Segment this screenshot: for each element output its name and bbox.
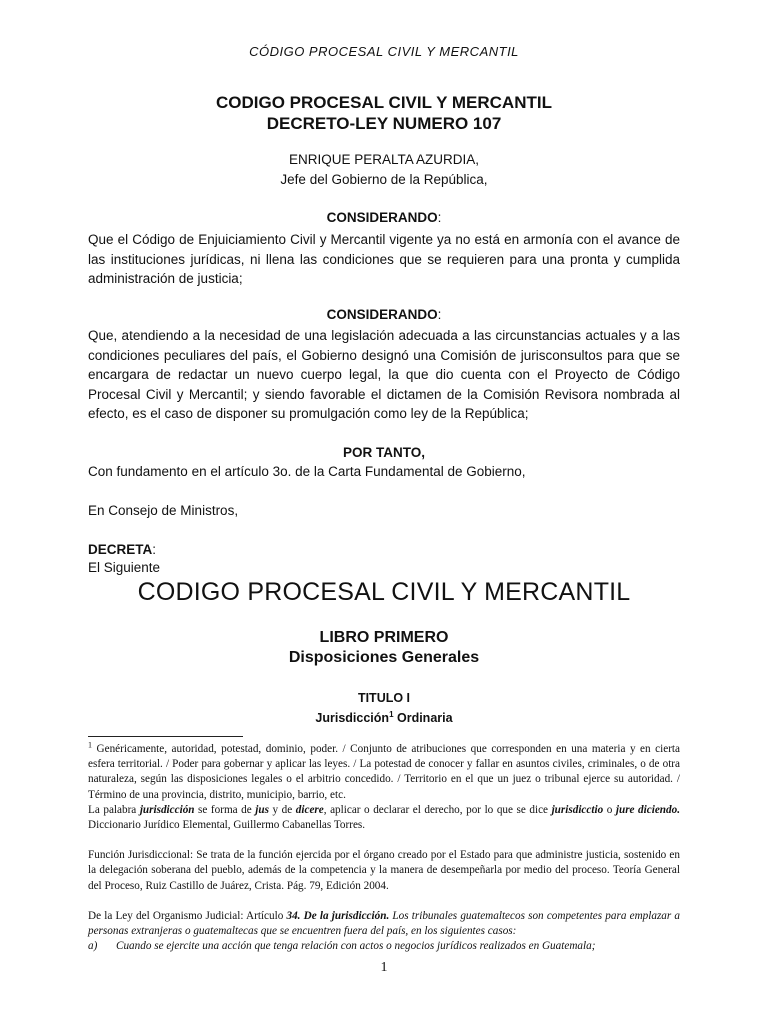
term-jurisdiccion: jurisdicción (139, 803, 195, 816)
footnote-1-text: Genéricamente, autoridad, potestad, dominio, poder. / Conjunto de atribuciones que corresponden en una materia y en cierta esfera territorial. / Poder para gobernar y aplicar las leyes. / La potestad de conocer y fallar en asuntos civiles, criminales, o de otra naturaleza, según las disposiciones legales o el arbitrio concedido. / Territorio en el que un juez o tribunal ejerce su autoridad. / Término de una provincia, distrito, municipio, barrio, etc. (88, 743, 680, 801)
footnote-1-marker: 1 (88, 740, 92, 750)
considerando-1-label: CONSIDERANDO (326, 210, 438, 225)
issuer-role: Jefe del Gobierno de la República, (280, 172, 488, 187)
etymology-text-5: o (603, 803, 616, 816)
consejo-text: En Consejo de Ministros, (88, 503, 239, 518)
considerando-2-colon: : (437, 307, 442, 322)
libro-heading (88, 628, 680, 668)
libro-line-1: LIBRO PRIMERO (319, 629, 449, 646)
document-page (88, 0, 680, 1024)
considerando-1-text: Que el Código de Enjuiciamiento Civil y Mercantil vigente ya no está en armonía con el avance de las instituciones jurídicas, ni llena las condiciones que se requieren para una pronta y cumplida administración de justicia; (88, 232, 680, 286)
footnote-reference[interactable]: 1 (389, 709, 394, 719)
footnote-etymology (88, 803, 680, 833)
decreta-colon: : (152, 542, 157, 557)
decreta-text: El Siguiente (88, 560, 161, 575)
etymology-text-4: , aplicar o declarar el derecho, por lo que se dice (323, 803, 552, 816)
footnote-funcion: Función Jurisdiccional: Se trata de la función ejercida por el órgano creado por el Estado para que administre justicia, sostenido en la delegación soberana del pueblo, además de la competencia y la manera de desempeñarla por medio del proceso. Teoría General del Proceso, Ruiz Castillo de Juárez, Crista. Pág. 79, Edición 2004. (88, 849, 680, 892)
footnotes (88, 742, 680, 954)
footnote-ley (88, 909, 680, 939)
decreta-heading (88, 540, 680, 560)
item-a-label: a) (88, 940, 98, 953)
footnote-separator (88, 736, 243, 737)
titulo-word-ordinaria: Ordinaria (393, 711, 453, 725)
term-jure-diciendo: jure diciendo. (615, 803, 681, 816)
etymology-text-1: La palabra (88, 803, 140, 816)
titulo-line-1: TITULO I (357, 691, 411, 705)
item-a-text: Cuando se ejercite una acción que tenga relación con actos o negocios jurídicos realizados en Guatemala; (116, 940, 596, 953)
etymology-text-2: se forma de (194, 803, 256, 816)
ley-article-title: 34. De la jurisdicción. (286, 909, 390, 922)
title-line-1: CODIGO PROCESAL CIVIL Y MERCANTIL (216, 93, 552, 112)
considerando-2-text: Que, atendiendo a la necesidad de una legislación adecuada a las circunstancias actuales y a las condiciones peculiares del país, el Gobierno designó una Comisión de jurisconsultos para que se encargara de redactar un nuevo cuerpo legal, la que dio cuenta con el Proyecto de Código Procesal Civil y Mercantil; y siendo favorable el dictamen de la Comisión Revisora nombrada al efecto, es el caso de disponer su promulgación como ley de la República; (88, 328, 680, 421)
term-jus: jus (255, 803, 269, 816)
footnote-gap (88, 894, 680, 909)
considerando-2-label: CONSIDERANDO (326, 307, 438, 322)
ley-article-text: Los tribunales guatemaltecos son competentes para emplazar a personas extranjeras o guatemaltecas que se encuentren fuera del país, en los siguientes casos: (88, 909, 681, 938)
titulo-heading (88, 688, 680, 728)
ley-intro: De la Ley del Organismo Judicial: Artículo (88, 909, 287, 922)
etymology-source: Diccionario Jurídico Elemental, Guillermo Cabanellas Torres. (88, 819, 366, 832)
term-jurisdicctio: jurisdicctio (551, 803, 604, 816)
libro-line-2: Disposiciones Generales (288, 649, 480, 666)
footnote-ley-item-a (88, 939, 680, 954)
etymology-text-3: y de (268, 803, 296, 816)
considerando-2-heading (88, 307, 680, 322)
term-dicere: dicere (295, 803, 324, 816)
issuer-block (88, 150, 680, 190)
document-title (88, 92, 680, 134)
considerando-1-heading (88, 210, 680, 225)
titulo-word-jurisdiccion: Jurisdicción (315, 711, 390, 725)
code-title: CODIGO PROCESAL CIVIL Y MERCANTIL (137, 578, 631, 606)
por-tanto-heading: POR TANTO, (342, 445, 425, 460)
por-tanto-text: Con fundamento en el artículo 3o. de la Carta Fundamental de Gobierno, (88, 464, 526, 479)
considerando-1-colon: : (437, 210, 442, 225)
title-line-2: DECRETO-LEY NUMERO 107 (266, 114, 502, 133)
footnote-1 (88, 742, 680, 803)
decreta-label: DECRETA (88, 542, 153, 557)
titulo-line-2 (88, 708, 680, 728)
running-header: CÓDIGO PROCESAL CIVIL Y MERCANTIL (249, 44, 519, 59)
page-number: 1 (380, 960, 388, 975)
footnote-gap (88, 833, 680, 848)
issuer-name: ENRIQUE PERALTA AZURDIA, (288, 152, 480, 167)
